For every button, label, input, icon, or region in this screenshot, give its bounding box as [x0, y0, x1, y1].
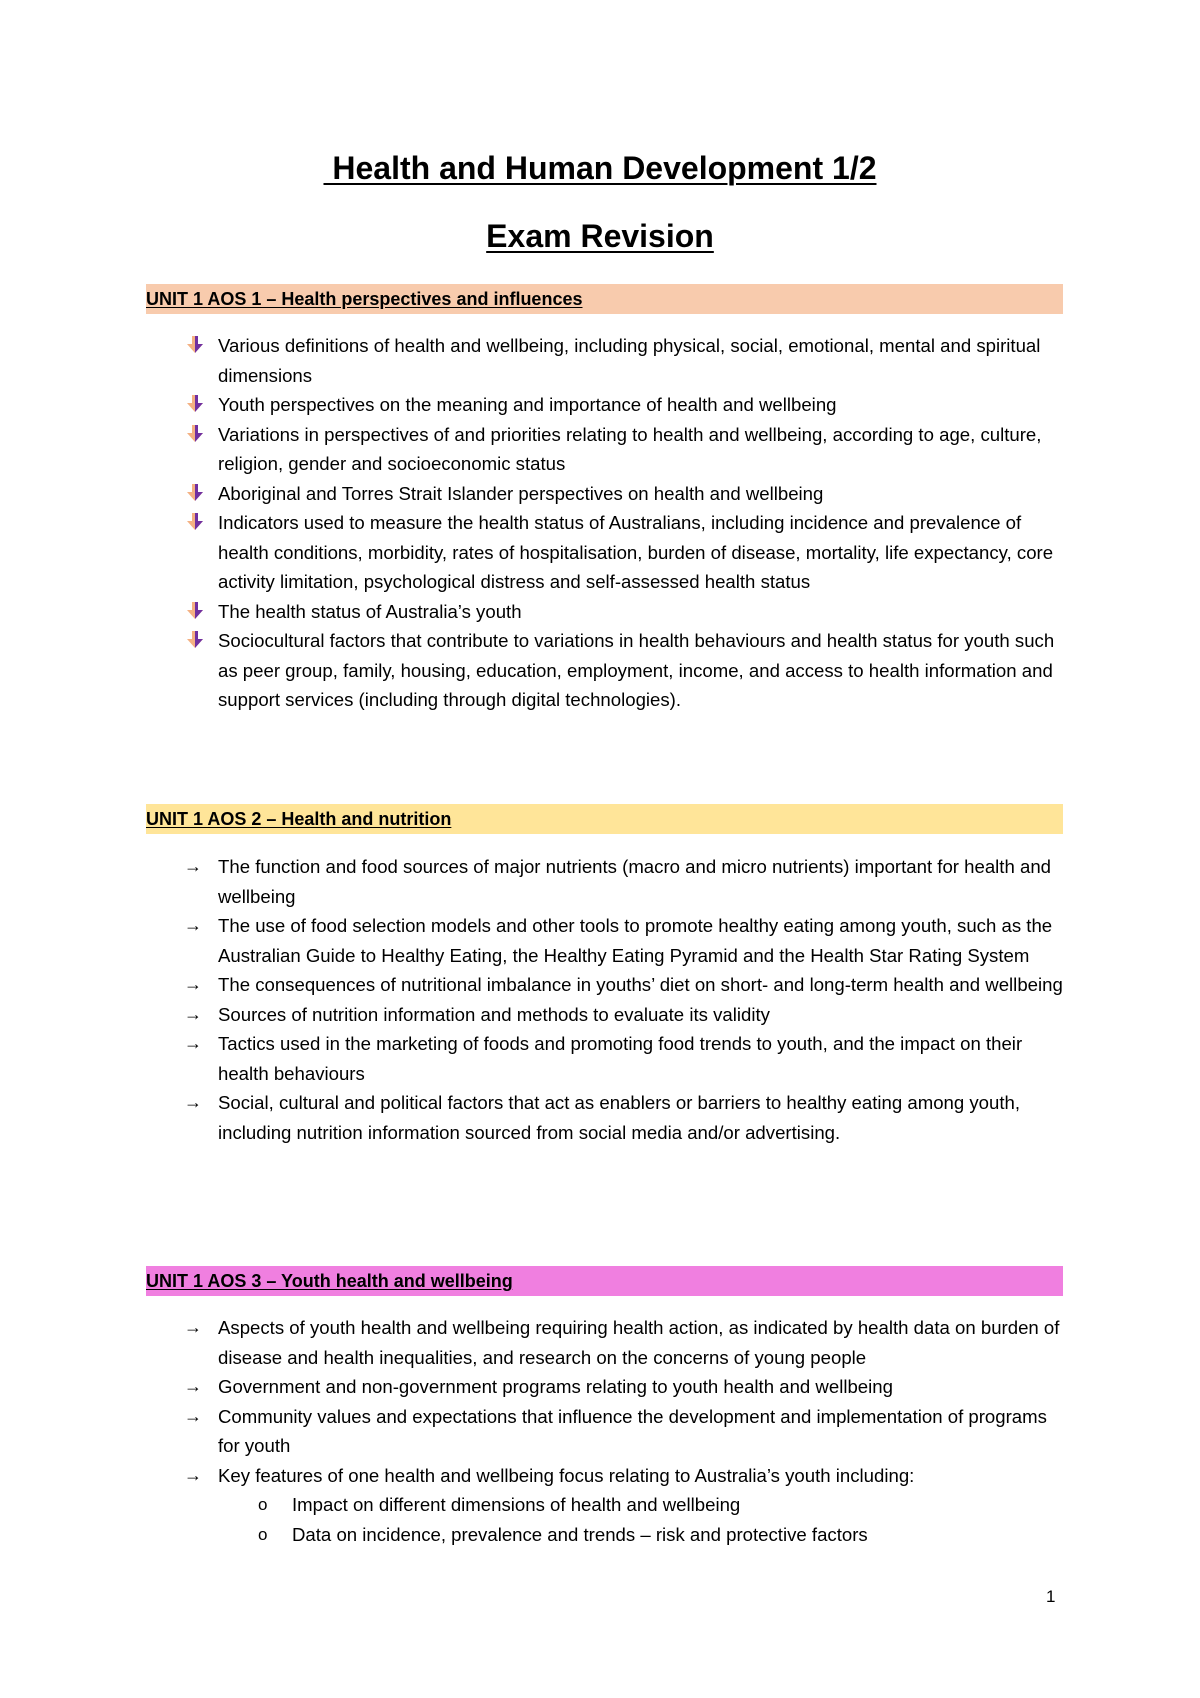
list-item	[184, 1088, 1068, 1147]
list-item	[218, 508, 1068, 597]
section-heading-text: UNIT 1 AOS 3 – Youth health and wellbeing	[146, 1271, 513, 1291]
list-item-text: Aspects of youth health and wellbeing requiring health action, as indicated by health data on burden of disease and health inequalities, and research on the concerns of young people	[218, 1317, 1060, 1368]
list-item	[218, 390, 1068, 420]
section-list-unit1-aos2	[184, 852, 1068, 1147]
list-item-text: Tactics used in the marketing of foods and promoting food trends to youth, and the impact on their health behaviours	[218, 1033, 1023, 1084]
right-arrow-icon: →	[184, 1405, 202, 1426]
list-item-text: Various definitions of health and wellbeing, including physical, social, emotional, mental and spiritual dimensions	[218, 335, 1041, 386]
list-item	[184, 1402, 1068, 1461]
list-item-text: Community values and expectations that influence the development and implementation of programs for youth	[218, 1405, 1047, 1456]
list-item	[218, 626, 1068, 715]
right-arrow-icon: →	[184, 1376, 202, 1396]
section-list-unit1-aos1	[218, 331, 1068, 715]
list-item	[218, 479, 1068, 509]
arrow-down-icon	[184, 628, 206, 650]
list-item-text: Youth perspectives on the meaning and importance of health and wellbeing	[218, 394, 837, 415]
list-item	[184, 1372, 1068, 1402]
arrow-down-icon	[184, 599, 206, 621]
list-item	[184, 852, 1068, 911]
list-item-text: Government and non-government programs relating to youth health and wellbeing	[218, 1376, 893, 1397]
right-arrow-icon: →	[184, 1033, 202, 1053]
list-item	[184, 970, 1068, 1000]
circle-bullet-icon: o	[258, 1495, 268, 1514]
document-subtitle: Exam Revision	[486, 218, 714, 254]
right-arrow-icon: →	[184, 1317, 202, 1337]
list-item-text: Indicators used to measure the health status of Australians, including incidence and prevalence of health conditions, morbidity, rates of hospitalisation, burden of disease, mortality, life expectancy, core activity limitation, psychological distress and self-assessed health status	[218, 512, 1054, 592]
list-item-text: The function and food sources of major nutrients (macro and micro nutrients) important for health and wellbeing	[218, 856, 1052, 907]
sub-list	[218, 1490, 1068, 1549]
arrow-down-icon	[184, 510, 206, 532]
page-number: 1	[1046, 1587, 1056, 1606]
arrow-down-icon	[184, 392, 206, 414]
section-heading-unit1-aos2	[146, 804, 1063, 834]
sub-list-item-text: Data on incidence, prevalence and trends – risk and protective factors	[292, 1523, 868, 1545]
document-title: Health and Human Development 1/2	[323, 150, 877, 186]
circle-bullet-icon: o	[258, 1524, 268, 1544]
right-arrow-icon: →	[184, 974, 202, 994]
right-arrow-icon: →	[184, 1464, 202, 1485]
right-arrow-icon: →	[184, 856, 202, 876]
arrow-down-icon	[184, 481, 206, 503]
list-item-text: Aboriginal and Torres Strait Islander perspectives on health and wellbeing	[218, 482, 824, 504]
right-arrow-icon: →	[184, 915, 202, 935]
section-heading-unit1-aos3	[146, 1266, 1063, 1296]
list-item	[218, 331, 1068, 390]
arrow-down-icon	[184, 333, 206, 355]
list-item-text: The use of food selection models and other tools to promote healthy eating among youth, such as the Australian Guide to Healthy Eating, the Healthy Eating Pyramid and the Health Star Rating System	[218, 915, 1053, 966]
arrow-down-icon	[184, 422, 206, 444]
list-item	[184, 911, 1068, 970]
list-item-text: Sociocultural factors that contribute to variations in health behaviours and health status for youth such as peer group, family, housing, education, employment, income, and access to health information and support services (including through digital technologies).	[218, 630, 1055, 710]
section-heading-text: UNIT 1 AOS 2 – Health and nutrition	[146, 809, 452, 829]
list-item-text: Sources of nutrition information and methods to evaluate its validity	[218, 1003, 770, 1025]
list-item	[184, 1461, 1068, 1550]
sub-list-item-text: Impact on different dimensions of health and wellbeing	[292, 1494, 741, 1515]
section-heading-unit1-aos1	[146, 284, 1063, 314]
sub-list-item	[258, 1490, 1068, 1520]
list-item	[184, 1029, 1068, 1088]
list-item	[184, 1313, 1068, 1372]
right-arrow-icon: →	[184, 1092, 202, 1112]
list-item-text: The consequences of nutritional imbalance in youths’ diet on short- and long-term health and wellbeing	[218, 974, 1063, 995]
list-item-text: Variations in perspectives of and priorities relating to health and wellbeing, according to age, culture, religion, gender and socioeconomic status	[218, 423, 1042, 474]
list-item-text: Key features of one health and wellbeing focus relating to Australia’s youth including:	[218, 1464, 915, 1486]
list-item-text: Social, cultural and political factors that act as enablers or barriers to healthy eating among youth, including nutrition information sourced from social media and/or advertising.	[218, 1092, 1021, 1143]
sub-list-item	[258, 1520, 1068, 1550]
list-item	[218, 597, 1068, 627]
right-arrow-icon: →	[184, 1003, 202, 1024]
section-heading-text: UNIT 1 AOS 1 – Health perspectives and influences	[146, 289, 583, 309]
list-item-text: The health status of Australia’s youth	[218, 600, 522, 622]
list-item	[218, 420, 1068, 479]
list-item	[184, 1000, 1068, 1030]
section-list-unit1-aos3	[184, 1313, 1068, 1549]
